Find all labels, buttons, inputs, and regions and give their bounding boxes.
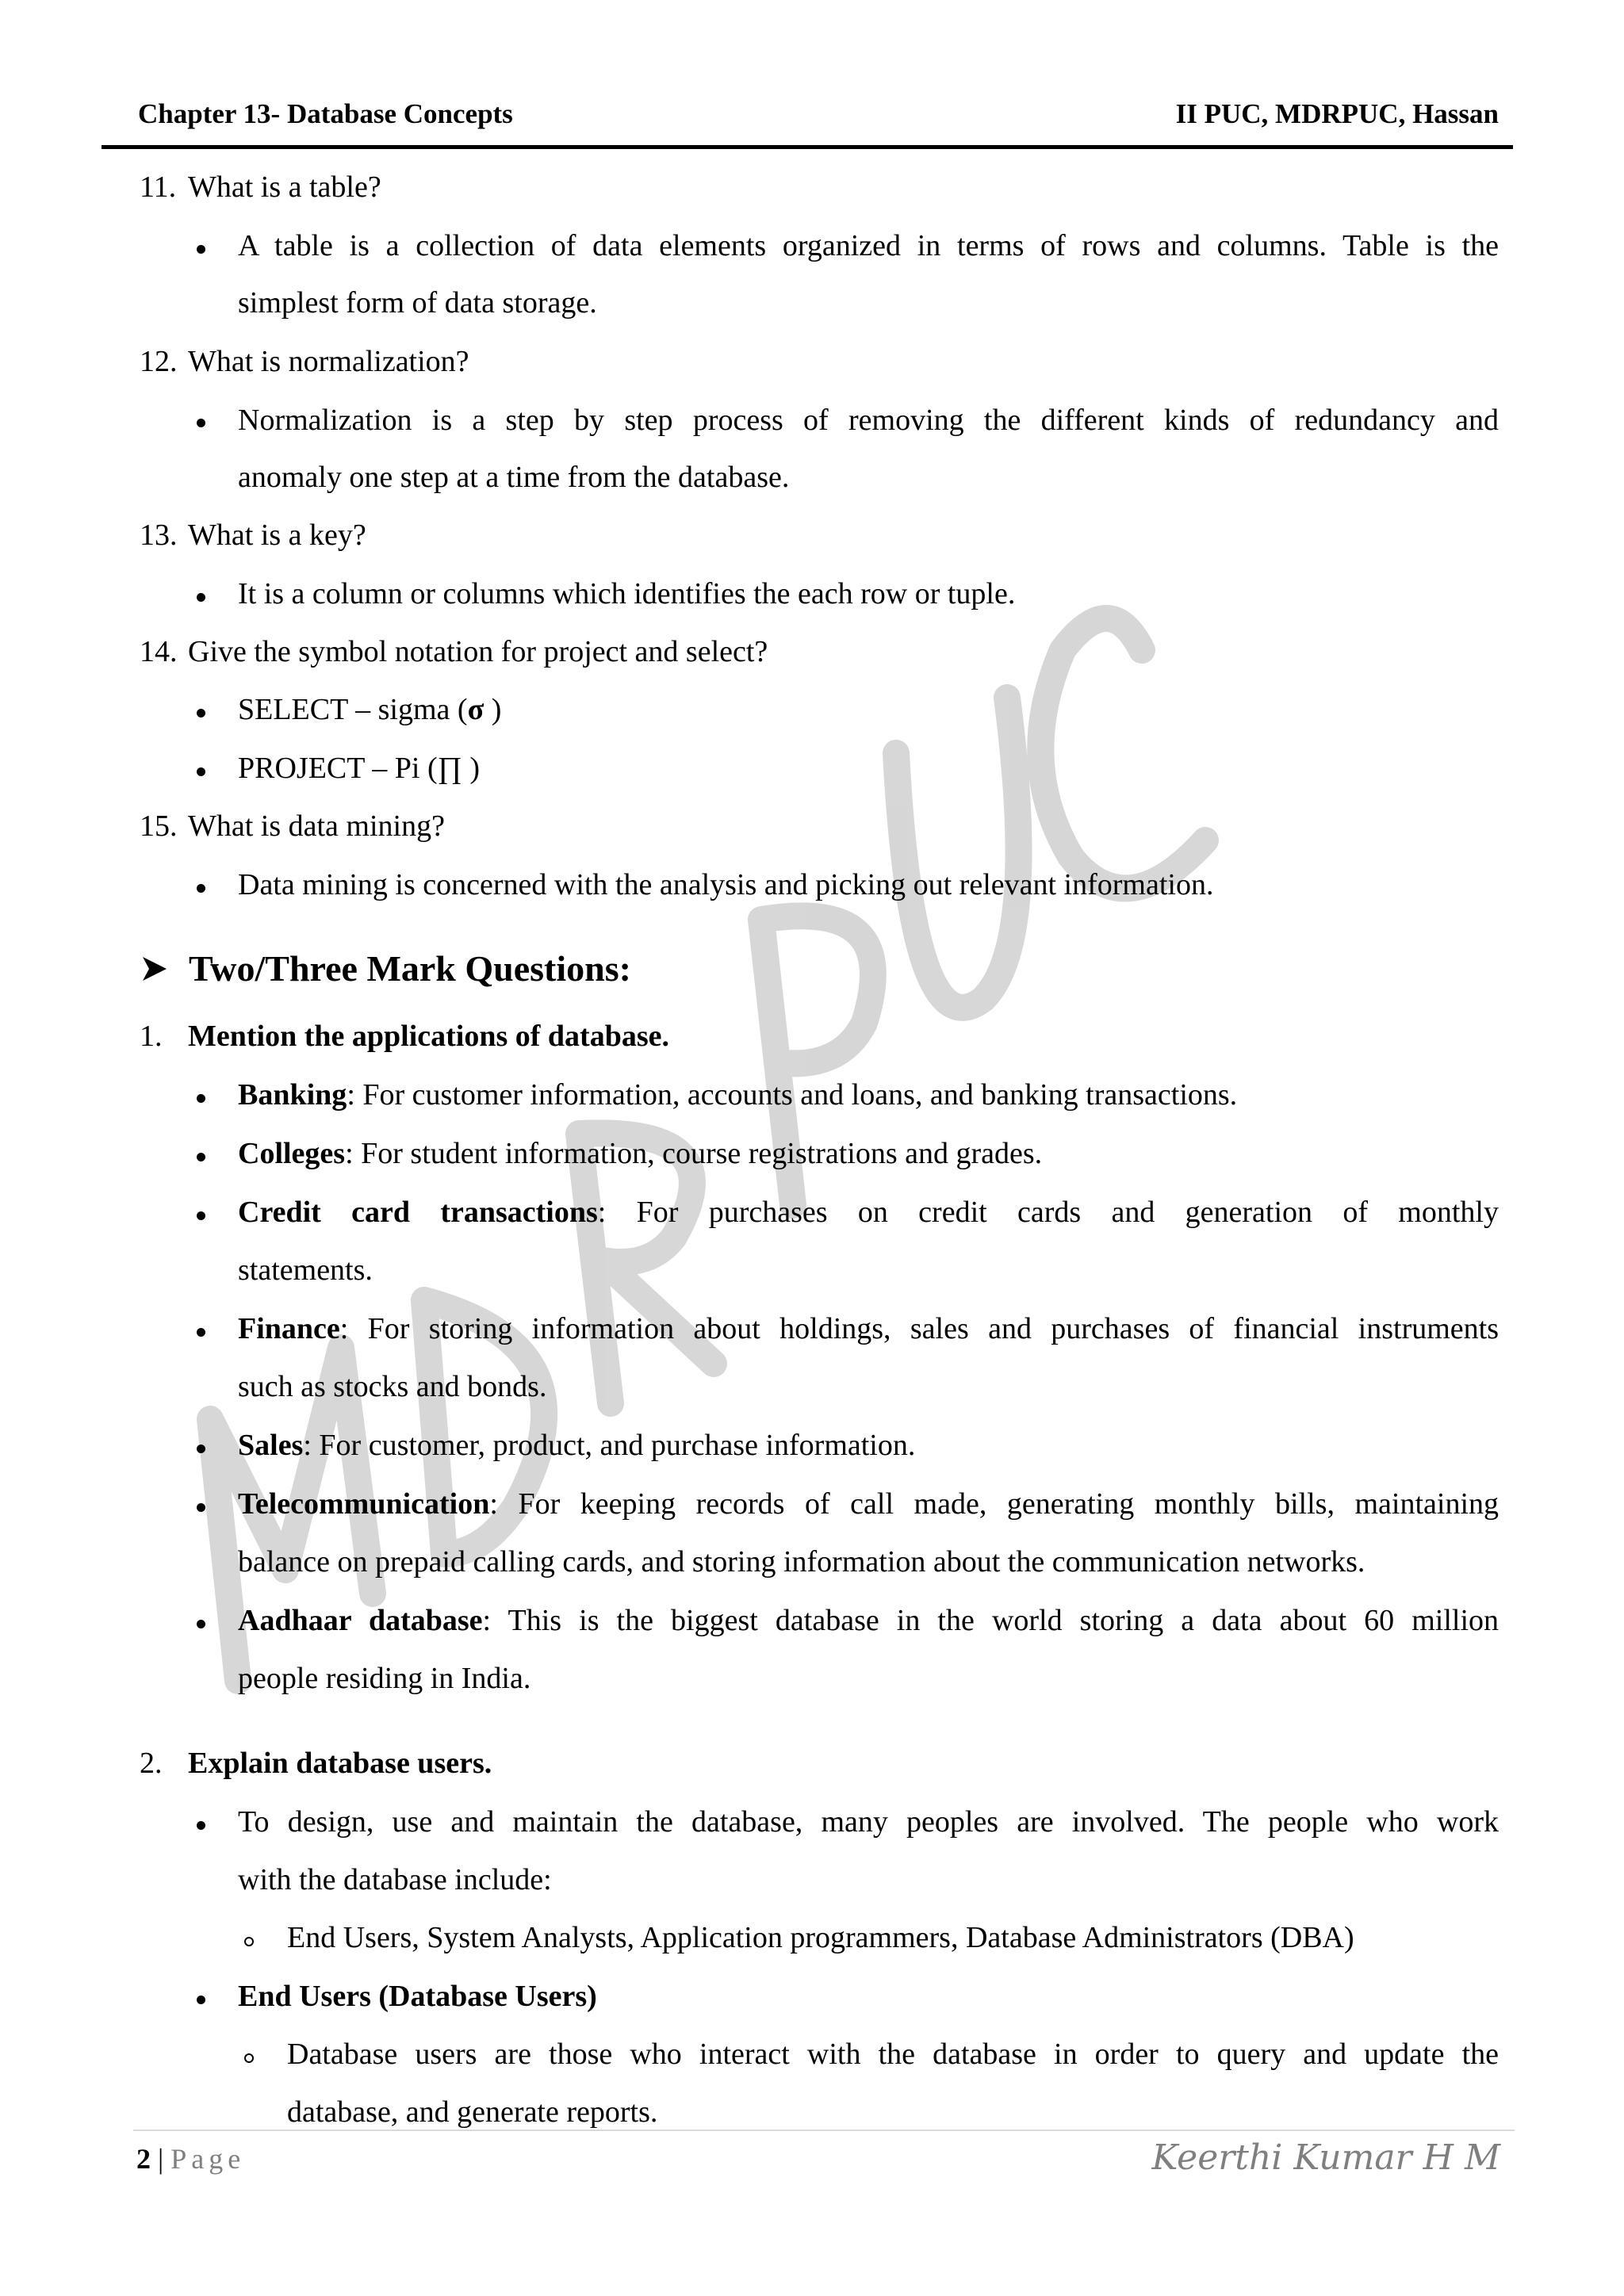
answer-text: with the database include:	[238, 1863, 552, 1896]
question-number: 15.	[140, 809, 178, 843]
bullet-dot	[197, 1328, 205, 1337]
item-text: : For customer information, accounts and loans, and banking transactions.	[347, 1078, 1238, 1112]
page-number	[136, 2142, 245, 2175]
answer-text: simplest form of data storage.	[238, 286, 597, 320]
item-text: : For purchases on credit cards and generation of monthly	[597, 1196, 1499, 1229]
header-divider	[102, 145, 1513, 149]
sub-item: database, and generate reports.	[287, 2095, 658, 2129]
bullet-dot	[197, 1445, 205, 1453]
sub-heading: End Users (Database Users)	[238, 1980, 597, 2013]
list-item	[238, 1487, 1499, 1521]
item-text: : For student information, course registrations and grades.	[345, 1137, 1043, 1170]
answer-text	[238, 692, 501, 727]
sub-item: End Users, System Analysts, Application programmers, Database Administrators (DBA)	[287, 1921, 1354, 1954]
question-number: 12.	[140, 345, 178, 378]
item-continuation: statements.	[238, 1253, 373, 1287]
item-text: : For storing information about holdings, sales and purchases of financial instruments	[339, 1312, 1499, 1345]
question-number: 14.	[140, 635, 178, 668]
page-number-value: 2	[136, 2143, 151, 2175]
bullet-dot	[197, 1503, 205, 1512]
item-term: Telecommunication	[238, 1487, 490, 1521]
answer-text: It is a column or columns which identifies the each row or tuple.	[238, 577, 1016, 610]
circle-bullet	[244, 1937, 254, 1946]
bullet-dot	[197, 709, 205, 718]
bullet-dot	[197, 1821, 205, 1830]
select-label-end: )	[484, 693, 502, 726]
question-text: What is a key?	[188, 519, 366, 552]
question-number: 11.	[140, 170, 177, 204]
item-continuation: such as stocks and bonds.	[238, 1370, 547, 1403]
section-heading: Two/Three Mark Questions:	[189, 948, 631, 989]
bullet-dot	[197, 1153, 205, 1161]
item-term: Sales	[238, 1429, 304, 1462]
bullet-dot	[197, 1996, 205, 2004]
page-label: Page	[170, 2143, 246, 2175]
item-continuation: people residing in India.	[238, 1662, 531, 1695]
item-term: Credit card transactions	[238, 1196, 598, 1229]
page-header	[102, 94, 1499, 141]
question-text: What is normalization?	[188, 345, 469, 378]
bullet-dot	[197, 1211, 205, 1220]
question-title: Explain database users.	[188, 1747, 492, 1780]
item-text: : This is the biggest database in the world storing a data about 60 million	[482, 1604, 1499, 1637]
item-term: Colleges	[238, 1137, 346, 1170]
list-item	[238, 1195, 1499, 1230]
answer-text: Data mining is concerned with the analysis and picking out relevant information.	[238, 868, 1214, 901]
bullet-dot	[197, 1094, 205, 1103]
bullet-dot	[197, 767, 205, 776]
sub-item: Database users are those who interact with the database in order to query and update the	[287, 2038, 1499, 2071]
bullet-dot	[197, 884, 205, 893]
question-number: 13.	[140, 519, 178, 552]
answer-text: To design, use and maintain the database, many peoples are involved. The people who work	[238, 1805, 1499, 1839]
question-text: Give the symbol notation for project and select?	[188, 635, 768, 668]
list-item	[238, 1136, 1042, 1171]
item-text: : For keeping records of call made, generating monthly bills, maintaining	[489, 1487, 1499, 1521]
item-continuation: balance on prepaid calling cards, and storing information about the communication networks.	[238, 1545, 1365, 1578]
question-number: 1.	[140, 1020, 163, 1053]
list-item	[238, 1077, 1237, 1112]
question-text: What is data mining?	[188, 809, 445, 843]
bullet-dot	[197, 1620, 205, 1628]
institution-name: II PUC, MDRPUC, Hassan	[1175, 98, 1499, 129]
author-name: Keerthi Kumar H M	[1151, 2137, 1500, 2178]
item-term: Aadhaar database	[238, 1604, 483, 1637]
footer-divider	[133, 2130, 1515, 2131]
answer-text: PROJECT – Pi (∏ )	[238, 752, 481, 785]
chapter-title: Chapter 13- Database Concepts	[138, 98, 513, 129]
circle-bullet	[244, 2053, 254, 2063]
sigma-symbol: σ	[467, 693, 485, 726]
select-label: SELECT – sigma (	[238, 693, 468, 726]
question-number: 2.	[140, 1747, 163, 1780]
bullet-dot	[197, 245, 205, 254]
page-separator: |	[151, 2143, 171, 2175]
question-text: What is a table?	[188, 170, 381, 204]
bullet-dot	[197, 419, 205, 427]
bullet-dot	[197, 593, 205, 602]
arrow-right-icon	[140, 954, 170, 984]
answer-text: Normalization is a step by step process of removing the different kinds of redundancy and	[238, 404, 1499, 437]
item-text: : For customer, product, and purchase information.	[303, 1429, 916, 1462]
question-title: Mention the applications of database.	[188, 1020, 669, 1053]
item-term: Finance	[238, 1312, 340, 1345]
list-item	[238, 1311, 1499, 1346]
list-item	[238, 1428, 915, 1463]
list-item	[238, 1603, 1499, 1638]
answer-text: anomaly one step at a time from the database.	[238, 461, 790, 494]
answer-text: A table is a collection of data elements organized in terms of rows and columns. Table is the	[238, 229, 1499, 262]
item-term: Banking	[238, 1078, 347, 1112]
